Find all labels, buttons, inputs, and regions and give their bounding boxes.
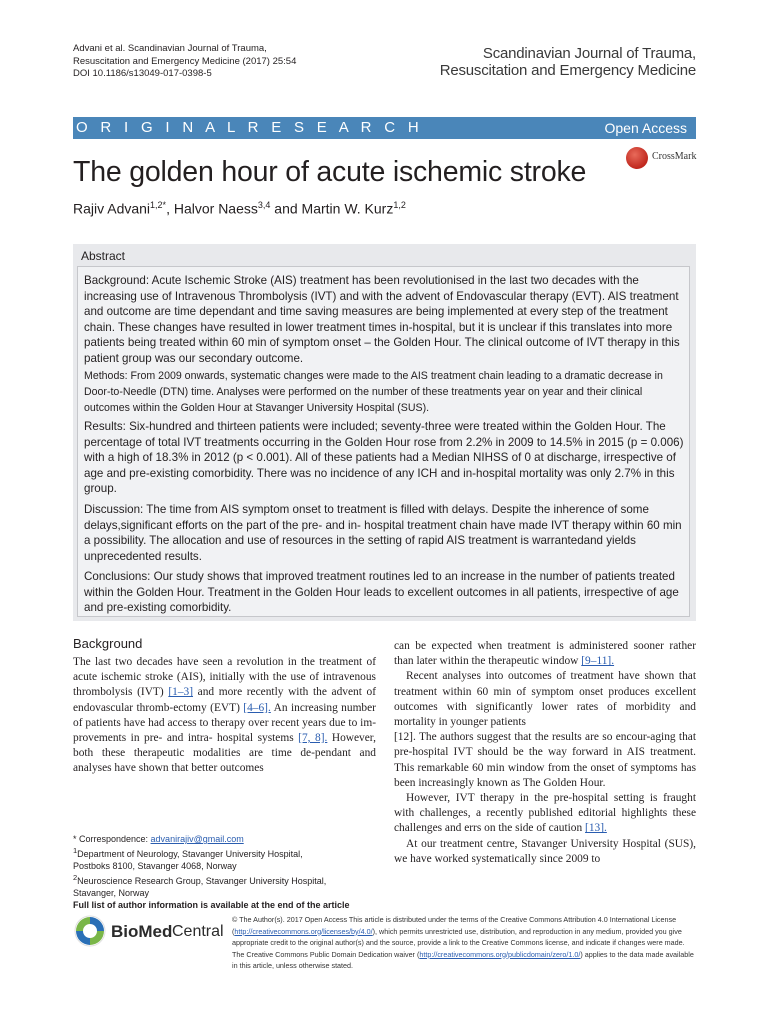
publisher-name-part: Central [172,923,224,940]
author-info-note: Full list of author information is available at the end of the article [73,900,350,910]
affiliation: Stavanger, Norway [73,888,150,898]
reference-link[interactable]: [9–11]. [581,655,615,668]
author-separator: , [166,200,174,217]
body-text: However, IVT therapy in the pre-hospital setting is fraught with challenges, a recently published editorial highlights these challenges and errs on the side of caution [394,792,696,835]
section-heading: Background [73,636,143,651]
abstract-results: Results: Six-hundred and thirteen patients were included; seventy-three were treated within the Golden Hour. The percentage of total IVT treatments occurring in the Golden Hour rose from 2.2% in 2009 to 14.5% in 2015 (p = 0.006) with a high of 18.3% in 2012 (p < 0.001). All of these patients had a Median NIHSS of 0 at discharge, irrespective of age and pre-existing comorbidity. There was no incidence of any ICH and in-hospital mortality was only 2.7% in this group. [84,420,684,495]
license-link[interactable]: http://creativecommons.org/publicdomain/zero/1.0/ [419,949,581,959]
article-type-banner [73,117,696,139]
body-text: An increasing number of patients have had access to therapy over recent years due to im-provements in pre- and intra- hospital systems [73,701,376,745]
abstract-box [73,244,696,621]
journal-name [440,45,696,79]
affiliation-number: 2 [73,873,78,882]
body-text: can be expected when treatment is administered sooner rather than later within the therapeutic window [394,640,696,668]
body-paragraph: At our treatment centre, Stavanger University Hospital (SUS), we have worked systematically since 2009 to [394,837,696,865]
crossmark-badge[interactable] [626,147,696,175]
open-access-label: Open Access [604,120,687,136]
reference-link[interactable]: [13]. [585,822,607,835]
abstract-methods: Methods: From 2009 onwards, systematic changes were made to the AIS treatment chain leading to a dramatic decrease in Door-to-Needle (DTN) time. Analyses were performed on the number of these treatments year on year and their clinical outcomes within the Golden Hour at Stavanger University Hospital (SUS). [84,370,663,414]
author-affiliation: 1,2* [150,200,167,210]
author-name: Rajiv Advani [73,200,151,217]
body-paragraph [394,791,696,837]
footnotes [73,833,383,911]
abstract-background: Background: Acute Ischemic Stroke (AIS) treatment has been revolutionised in the last two decades with the increasing use of Intravenous Thrombolysis (IVT) and with the advent of Endovascular therapy (EVT). AIS treatment and outcome are time dependant and time saving measures are being implemented at every step of the treatment chain. These changes have resulted in lower treatment times in-hospital, but it is unclear if this translates into more patients being treated within 60 min of symptom onset – the Golden Hour. The clinical outcome of IVT therapy in this patient group was our secondary outcome. [84,274,680,365]
license-text [232,914,696,972]
license-part: ), which permits unrestricted use, distribution, and reproduction in any medium, provided you give appropriate credit to the original author(s) and the source, provide a link to the Creative Commons license, and indicate if changes were made. The Creative Commons Public Domain Dedication waiver ( [232,926,685,959]
affiliation [73,872,383,887]
affiliation-text: Department of Neurology, Stavanger University Hospital, [77,849,303,859]
body-column-right [394,639,696,867]
license-part: © The Author(s). 2017 Open Access This article is distributed under the terms of the Creative Commons Attribution 4.0 International License ( [232,915,677,936]
body-paragraph [73,655,376,777]
affiliation: Postboks 8100, Stavanger 4068, Norway [73,861,237,871]
doi: DOI 10.1186/s13049-017-0398-5 [73,68,212,79]
author-separator: and [270,200,302,217]
publisher-logo [73,912,223,952]
abstract-discussion: Discussion: The time from AIS symptom onset to treatment is filled with delays. Despite the inherence of some delays,significant efforts on the part of the pre- and in- hospital treatment chain have made IVT therapy within 60 min a possibility. The allocation and use of resources in the setting of rapid AIS treatment is warrantedand yields unprecedented results. [84,503,682,563]
author-name: Martin W. Kurz [301,200,394,217]
affiliation-text: Neuroscience Research Group, Stavanger University Hospital, [77,876,327,886]
author-list [73,196,406,218]
author-affiliation: 1,2 [393,200,406,210]
publisher-name-part: BioMed [111,922,173,941]
reference-link[interactable]: [7, 8]. [298,732,328,745]
reference-link[interactable]: [1–3] [168,686,194,699]
body-paragraph: [12]. The authors suggest that the results are so encour-aging that pre-hospital IVT should be the way forward in AIS treatment. This remarkable 60 min window from the onset of symptoms has been increasingly known as The Golden Hour. [394,731,696,789]
article-title: The golden hour of acute ischemic stroke [73,156,587,188]
crossmark-icon [626,147,648,169]
biomed-central-icon [73,914,107,948]
crossmark-label: CrossMark [652,151,697,162]
license-link[interactable]: http://creativecommons.org/licenses/by/4.0/ [234,926,373,936]
author-affiliation: 3,4 [257,200,271,210]
abstract-content [77,266,690,617]
body-text: The last two decades have seen a revolution in the treatment of acute ischemic stroke (AIS), initially with the use of intravenous thrombolysis (IVT) [73,656,376,699]
abstract-conclusions: Conclusions: Our study shows that improved treatment routines led to an increase in the number of patients treated within the Golden Hour. Treatment in the Golden Hour leads to excellent outcomes in all patients, irrespective of age and pre-existing comorbidity. [84,570,679,614]
reference-link[interactable]: [4–6]. [243,701,271,714]
citation-line: Resuscitation and Emergency Medicine (2017) 25:54 [73,55,297,67]
citation-line: Advani et al. Scandinavian Journal of Trauma, [73,43,267,54]
affiliation-number: 1 [73,846,78,855]
body-text: and more recently with the advent of endovascular thromb-ectomy (EVT) [73,686,377,714]
body-text: However, both these therapeutic modalities are time de-pendant and analyses have shown that better outcomes [73,732,376,775]
affiliation [73,845,383,860]
body-paragraph: Recent analyses into outcomes of treatment have shown that treatment within 60 min of symptom onset produces excellent outcomes with significantly lower rates of morbidity and mortality in younger patients [394,670,696,729]
abstract-heading: Abstract [81,249,126,263]
body-column-left [73,655,376,777]
email-link[interactable]: advanirajiv@gmail.com [150,834,244,844]
journal-name-line: Scandinavian Journal of Trauma, [482,45,696,62]
correspondence-label: * Correspondence: [73,834,151,844]
body-paragraph [394,639,696,669]
license-part: ) applies to the data made available in this article, unless otherwise stated. [232,949,694,970]
article-type-label: O R I G I N A L R E S E A R C H [76,119,423,136]
citation-block [73,43,296,81]
correspondence [73,833,383,845]
journal-name-line: Resuscitation and Emergency Medicine [439,62,696,79]
author-name: Halvor Naess [173,200,258,217]
